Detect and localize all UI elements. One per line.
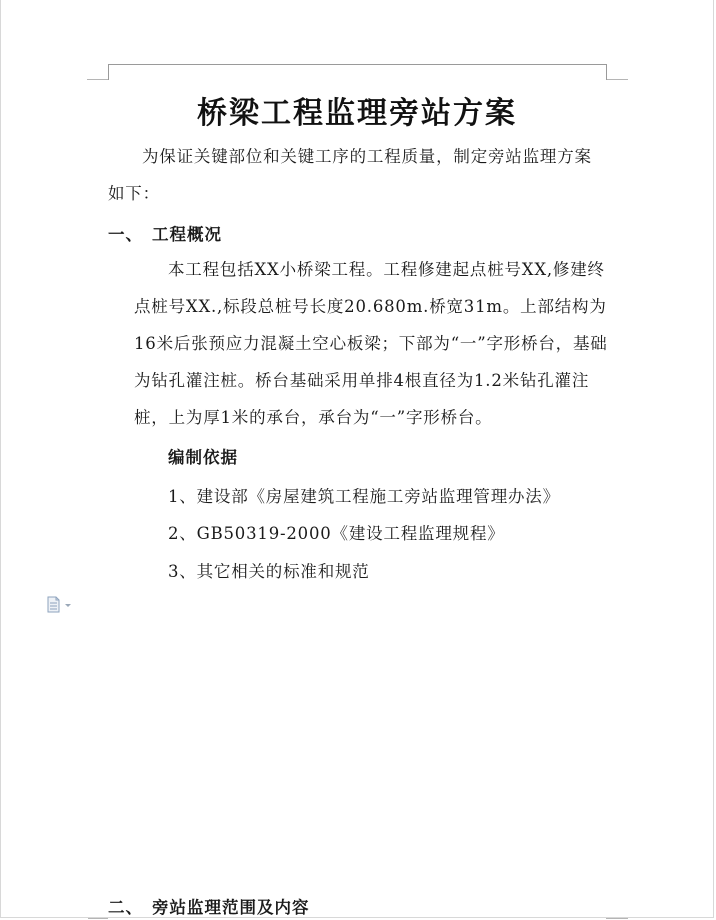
list-item: 2、GB50319-2000《建设工程监理规程》 [168, 524, 505, 543]
footer-mark-left [88, 918, 108, 919]
document-title: 桥梁工程监理旁站方案 [197, 96, 517, 131]
header-rule [108, 64, 606, 65]
overview-paragraph: 本工程包括XX小桥梁工程。工程修建起点桩号XX,修建终点桩号XX.,标段总桩号长度20.680m.桥宽31m。上部结构为16米后张预应力混凝土空心板梁；下部为“一”字形桥台，基础为钻孔灌注桩。桥台基础采用单排4根直径为1.2米钻孔灌注桩，上为厚1米的承台，承台为“一”字形桥台。 [134, 260, 608, 427]
section-title: 工程概况 [152, 225, 222, 244]
corner-mark-right [607, 79, 628, 80]
header-margin-mark-right [606, 64, 607, 80]
list-item: 1、建设部《房屋建筑工程施工旁站监理管理办法》 [168, 487, 560, 506]
section-heading-overview [108, 221, 222, 245]
section-title: 旁站监理范围及内容 [152, 898, 310, 917]
section-number: 二、 [108, 898, 143, 917]
basis-heading: 编制依据 [168, 448, 238, 467]
list-item: 3、其它相关的标准和规范 [168, 562, 370, 581]
document-options-icon[interactable] [46, 596, 76, 614]
intro-paragraph: 为保证关键部位和关键工序的工程质量，制定旁站监理方案如下： [108, 147, 592, 203]
corner-mark-left [87, 79, 108, 80]
section-number: 一、 [108, 225, 143, 244]
header-margin-mark-left [108, 64, 109, 80]
footer-mark-right [606, 918, 628, 919]
section-heading-scope [108, 894, 310, 918]
